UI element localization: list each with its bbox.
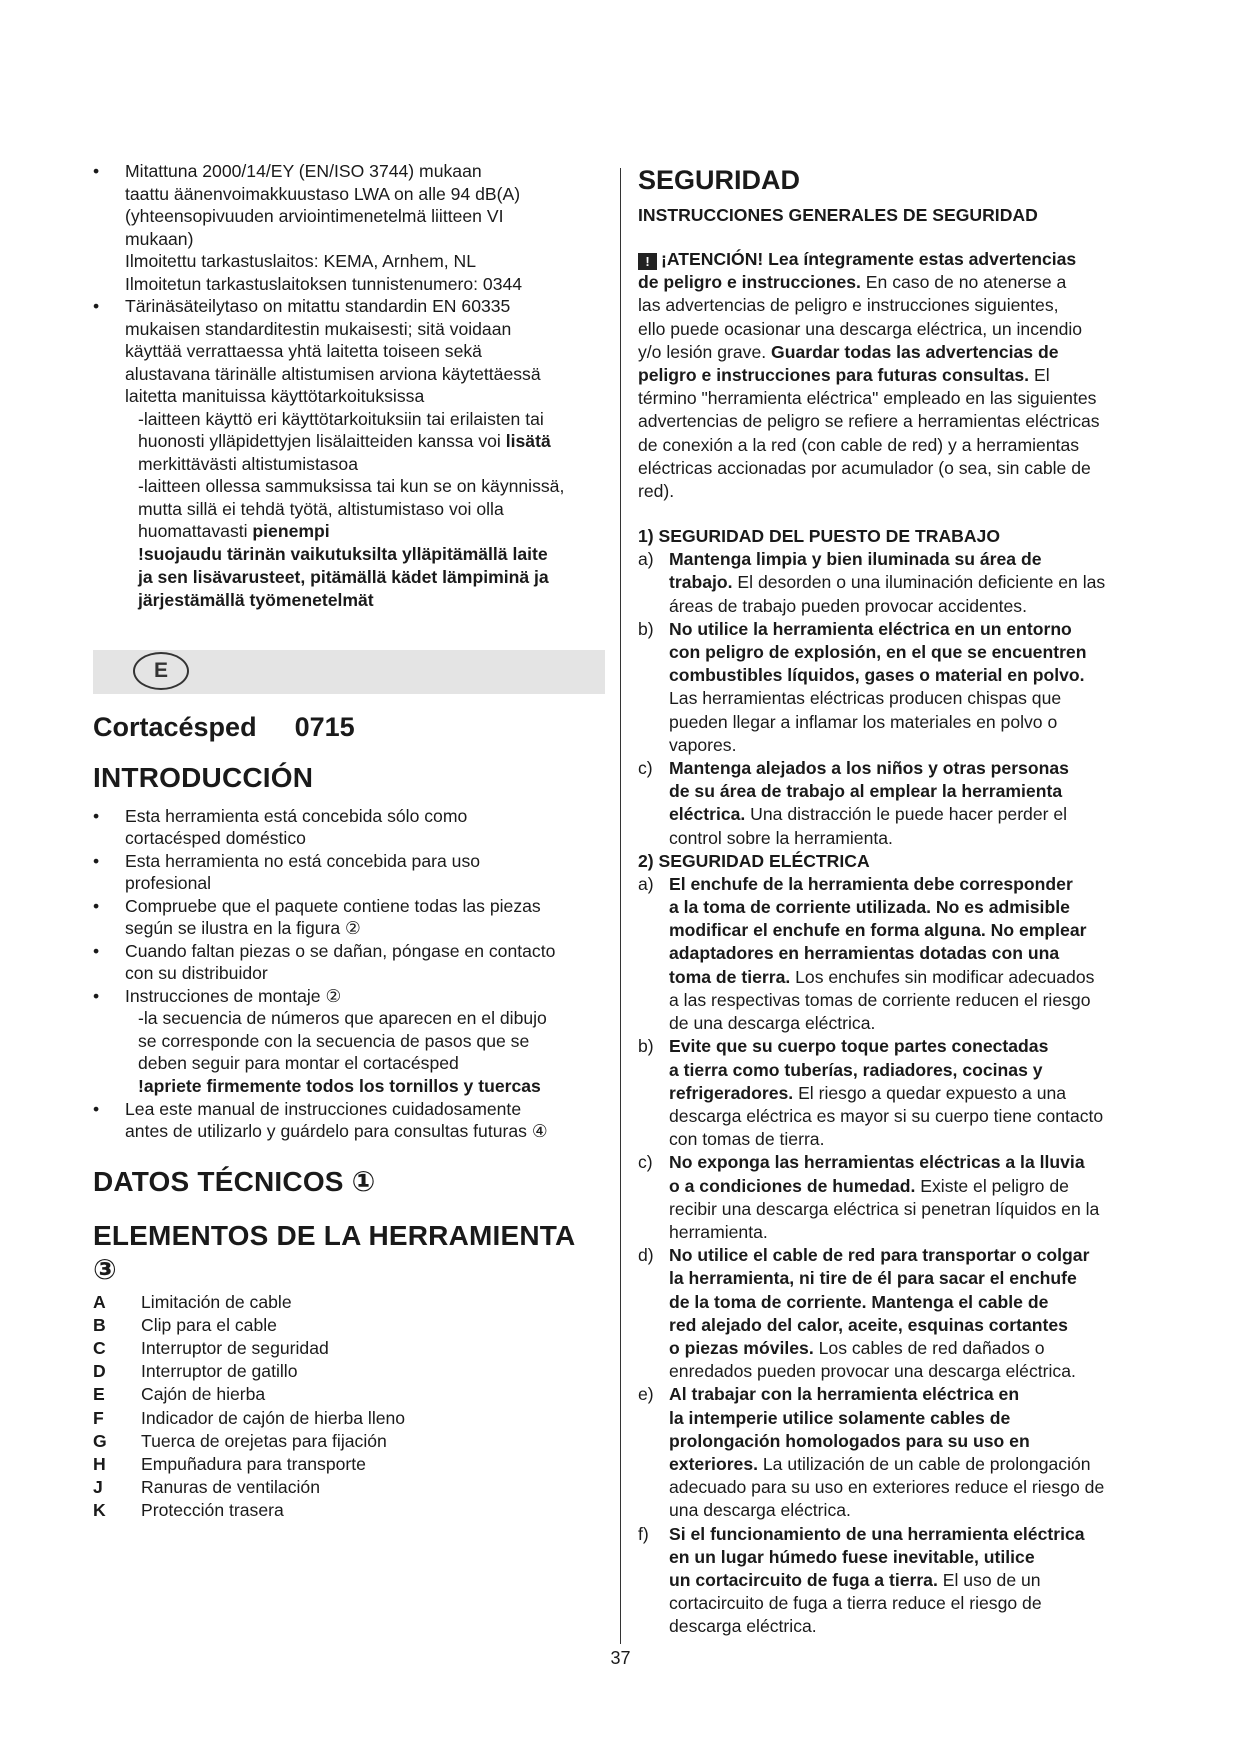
- list-item: B Clip para el cable: [93, 1314, 277, 1335]
- list-item: E Cajón de hierba: [93, 1384, 266, 1405]
- intro-bullet: • Cuando faltan piezas o se dañan, póngase en contacto con su distribuidor: [93, 940, 605, 985]
- intro-bullet: • Instrucciones de montaje ②: [93, 985, 605, 1008]
- page-number: 37: [610, 1648, 631, 1668]
- list-item: b) No utilice la herramienta eléctrica en un entorno con peligro de explosión, en el que se encuentren combustibles líquidos, gases o material en polvo. Las herramientas eléctricas producen chispas que pueden llegar a inflamar los materiales en polvo o vapores.: [638, 618, 1087, 755]
- product-code: 0715: [294, 711, 355, 742]
- list-item: K Protección trasera: [93, 1500, 284, 1521]
- item-letter: c): [638, 758, 653, 779]
- intro-bullet: • Esta herramienta está concebida sólo como cortacésped doméstico: [93, 805, 605, 850]
- left-column: [93, 160, 605, 1523]
- intro-sub: -la secuencia de números que aparecen en el dibujo se corresponde con la secuencia de pasos que se deben seguir para montar el cortacésped: [138, 1008, 547, 1073]
- list-item: J Ranuras de ventilación: [93, 1477, 320, 1498]
- fi-note: !suojaudu tärinän vaikutuksilta ylläpitämällä laite ja sen lisävarusteet, pitämällä kädet lämpiminä ja järjestämällä työmenetelmät: [138, 543, 549, 610]
- fi-bullet-vibration: • Tärinäsäteilytaso on mitattu standardin EN 60335 mukaisen standarditestin mukaisesti; sitä voidaan käyttää verrattaessa yhtä laitetta toiseen sekä alustavana tärinälle altistumisen arviona käytettäessä laitetta manituissa käyttötarkoituksissa: [93, 295, 605, 408]
- fi-bullet-noise: • Mitattuna 2000/14/EY (EN/ISO 3744) mukaan taattu äänenvoimakkuustaso LWA on alle 94 dB(A) (yhteensopivuuden arviointimenetelmä liitteen VI mukaan) Ilmoitettu tarkastuslaitos: KEMA, Arnhem, NL Ilmoitetun tarkastuslaitoksen tunnistenumero: 0344: [93, 160, 605, 295]
- intro-note: !apriete firmemente todos los tornillos y tuercas: [138, 1075, 541, 1096]
- item-letter: d): [638, 1245, 654, 1266]
- attention-paragraph: ! ¡ATENCIÓN! Lea íntegramente estas advertencias de peligro e instrucciones. En caso de no atenerse a las advertencias de peligro e instrucciones siguientes, ello puede ocasionar una descarga eléctrica, un incendio y/o lesión grave. Guardar todas las advertencias de peligro e instrucciones para futuras consultas. El término "herramienta eléctrica" empleado en las siguientes advertencias de peligro se refiere a herramientas eléctricas de conexión a la red (con cable de red) y a herramientas eléctricas accionadas por acumulador (o sea, sin cable de red).: [638, 249, 1100, 502]
- electrical-items: [638, 873, 1158, 1639]
- intro-bullet: • Lea este manual de instrucciones cuidadosamente antes de utilizarlo y guárdelo para consultas futuras ④: [93, 1098, 605, 1143]
- item-letter: a): [638, 549, 654, 570]
- intro-bullet: • Esta herramienta no está concebida para uso profesional: [93, 850, 605, 895]
- product-heading: [93, 712, 605, 743]
- item-letter: e): [638, 1384, 654, 1405]
- column-divider: [620, 168, 621, 1644]
- parts-list: [93, 1291, 605, 1523]
- right-column: [638, 160, 1158, 1639]
- list-item: F Indicador de cajón de hierba lleno: [93, 1407, 406, 1428]
- list-item: c) No exponga las herramientas eléctricas a la lluvia o a condiciones de humedad. Existe el peligro de recibir una descarga eléctrica si penetran líquidos en la herramienta.: [638, 1152, 1100, 1242]
- list-item: a) Mantenga limpia y bien iluminada su área de trabajo. El desorden o una iluminación deficiente en las áreas de trabajo pueden provocar accidentes.: [638, 549, 1106, 616]
- safety-subtitle: INSTRUCCIONES GENERALES DE SEGURIDAD: [638, 205, 1038, 225]
- list-item: c) Mantenga alejados a los niños y otras personas de su área de trabajo al emplear la herramienta eléctrica. Una distracción le puede hacer perder el control sobre la herramienta.: [638, 758, 1069, 848]
- item-letter: a): [638, 873, 654, 894]
- safety-title: SEGURIDAD: [638, 165, 801, 195]
- list-item: f) Si el funcionamiento de una herramienta eléctrica en un lugar húmedo fuese inevitable, utilice un cortacircuito de fuga a tierra. El uso de un cortacircuito de fuga a tierra reduce el riesgo de descarga eléctrica.: [638, 1523, 1085, 1637]
- list-item: e) Al trabajar con la herramienta eléctrica en la intemperie utilice solamente cables de prolongación homologados para su uso en exteriores. La utilización de un cable de prolongación adecuado para su uso en exteriores reduce el riesgo de una descarga eléctrica.: [638, 1384, 1105, 1521]
- intro-bullet: • Compruebe que el paquete contiene todas las piezas según se ilustra en la figura ②: [93, 895, 605, 940]
- list-item: b) Evite que su cuerpo toque partes conectadas a tierra como tuberías, radiadores, cocinas y refrigeradores. El riesgo a quedar expuesto a una descarga eléctrica es mayor si su cuerpo tiene contacto con tomas de tierra.: [638, 1036, 1104, 1150]
- list-item: H Empuñadura para transporte: [93, 1453, 366, 1474]
- fi-sub-increase: -laitteen käyttö eri käyttötarkoituksiin tai erilaisten tai huonosti ylläpidettyjen lisälaitteiden kanssa voi lisätä merkittävästi altistumistasoa: [138, 408, 551, 474]
- section-workplace: 1) SEGURIDAD DEL PUESTO DE TRABAJO: [638, 526, 1001, 547]
- tech-data-title: DATOS TÉCNICOS ①: [93, 1165, 376, 1197]
- language-badge: E: [133, 652, 189, 690]
- item-letter: b): [638, 1036, 654, 1057]
- list-item: A Limitación de cable: [93, 1291, 292, 1312]
- fi-sub-decrease: -laitteen ollessa sammuksissa tai kun se on käynnissä, mutta sillä ei tehdä työtä, altistumistaso voi olla huomattavasti pienempi: [138, 476, 565, 541]
- list-item: a) El enchufe de la herramienta debe corresponder a la toma de corriente utilizada. No es admisible modificar el enchufe en forma alguna. No emplear adaptadores en herramientas dotadas con una toma de tierra. Los enchufes sin modificar adecuados a las respectivas tomas de corriente reducen el riesgo de una descarga eléctrica.: [638, 873, 1095, 1034]
- list-item: C Interruptor de seguridad: [93, 1337, 329, 1358]
- section-electrical: 2) SEGURIDAD ELÉCTRICA: [638, 850, 870, 871]
- tool-elements-title: ELEMENTOS DE LA HERRAMIENTA ③: [93, 1219, 575, 1285]
- item-letter: b): [638, 618, 654, 639]
- product-name: Cortacésped: [93, 711, 257, 742]
- item-letter: c): [638, 1152, 653, 1173]
- list-item: G Tuerca de orejetas para fijación: [93, 1430, 387, 1451]
- list-item: d) No utilice el cable de red para transportar o colgar la herramienta, ni tire de él para sacar el enchufe de la toma de corriente. Mantenga el cable de red alejado del calor, aceite, esquinas cortantes o piezas móviles. Los cables de red dañados o enredados pueden provocar una descarga eléctrica.: [638, 1245, 1090, 1382]
- intro-title: INTRODUCCIÓN: [93, 761, 314, 793]
- list-item: D Interruptor de gatillo: [93, 1361, 298, 1382]
- item-letter: f): [638, 1523, 649, 1544]
- warning-icon: !: [638, 253, 657, 270]
- workplace-items: [638, 548, 1158, 850]
- language-bar: [93, 650, 605, 694]
